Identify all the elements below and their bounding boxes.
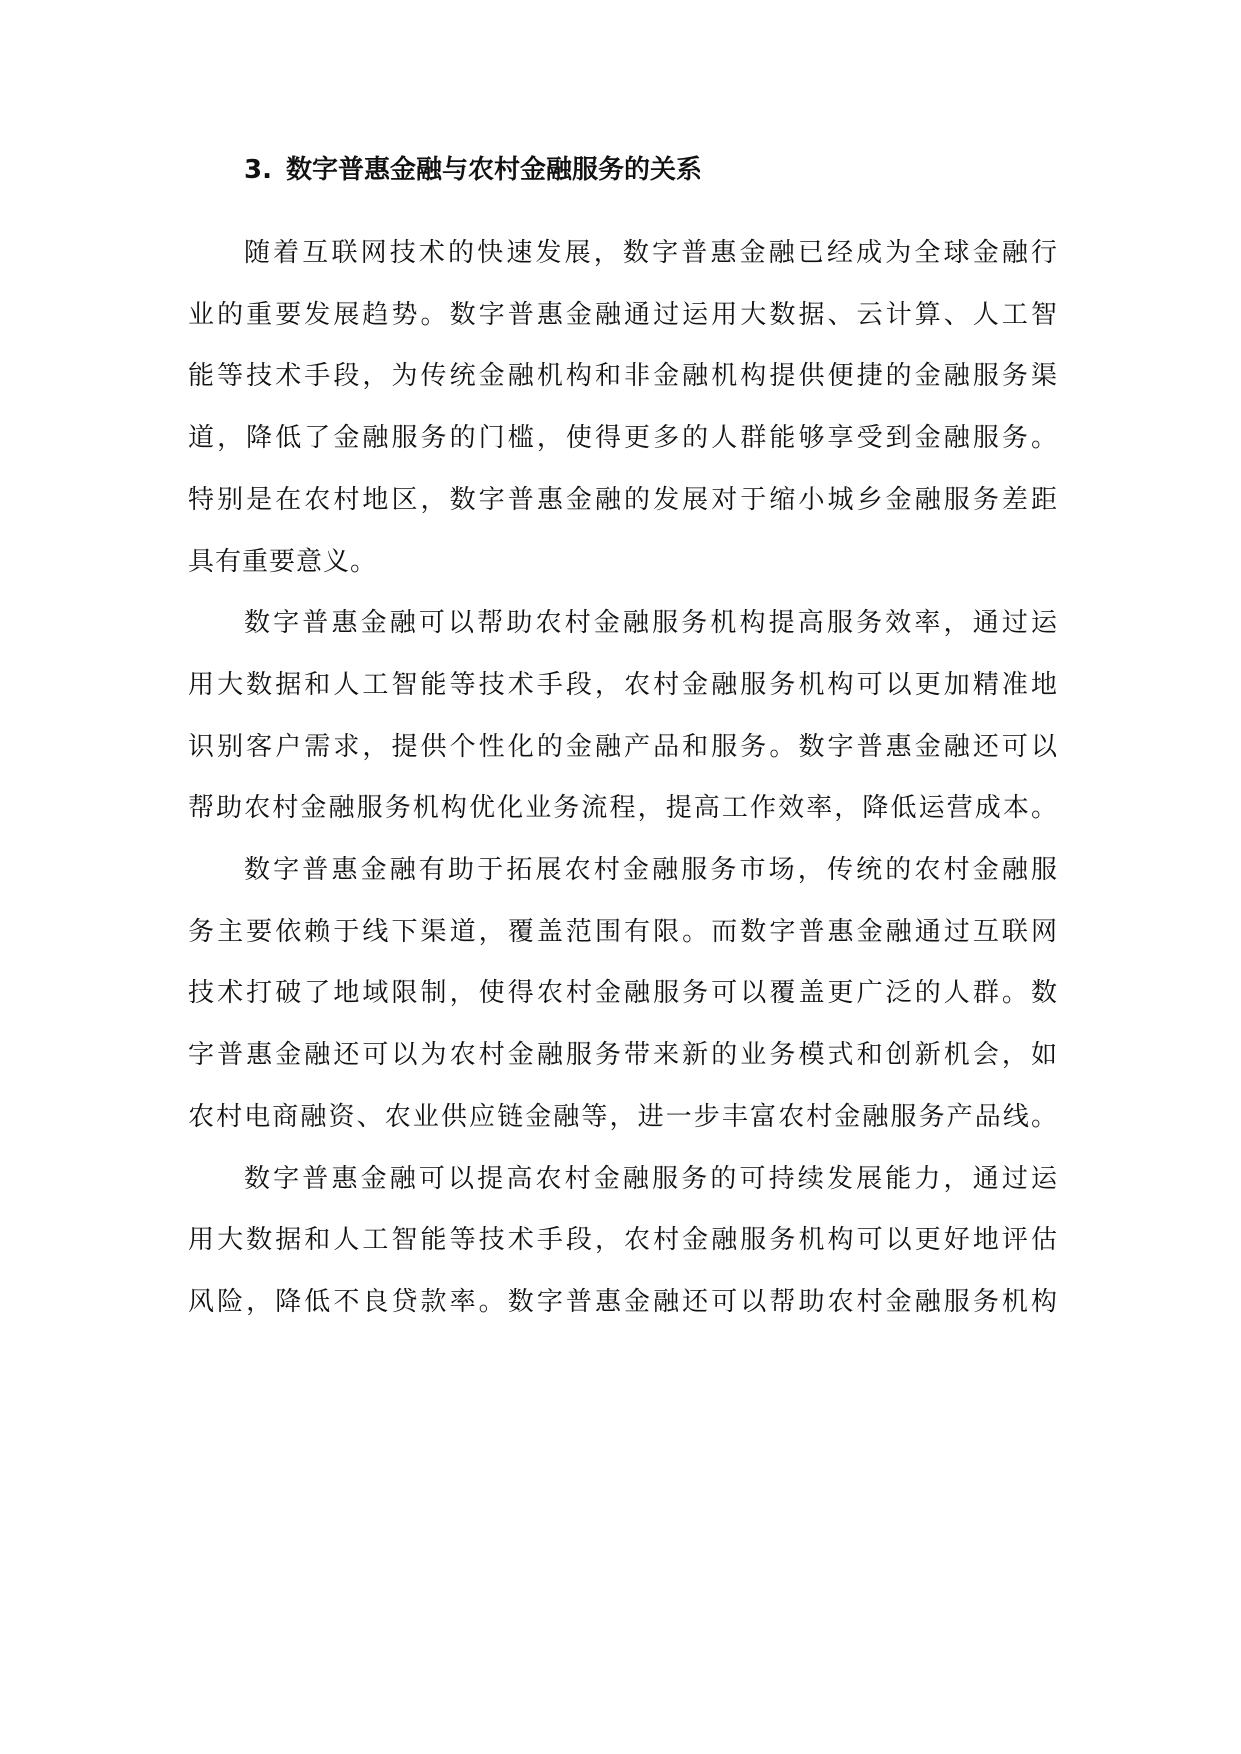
paragraph [188,593,1058,840]
section-title: 数字普惠金融与农村金融服务的关系 [285,155,702,185]
section-heading [244,150,702,190]
paragraph-line: 用大数据和人工智能等技术手段，农村金融服务机构可以更加精准地 [188,669,1058,700]
paragraph-line: 道，降低了金融服务的门槛，使得更多的人群能够享受到金融服务。 [188,423,1058,454]
paragraph-line: 具有重要意义。 [188,546,378,577]
paragraph-line: 能等技术手段，为传统金融机构和非金融机构提供便捷的金融服务渠 [188,361,1058,392]
paragraph-line: 特别是在农村地区，数字普惠金融的发展对于缩小城乡金融服务差距 [188,484,1058,515]
paragraph-line: 务主要依赖于线下渠道，覆盖范围有限。而数字普惠金融通过互联网 [188,916,1058,947]
paragraph-line: 业的重要发展趋势。数字普惠金融通过运用大数据、云计算、人工智 [188,299,1058,330]
paragraph-line: 数字普惠金融有助于拓展农村金融服务市场，传统的农村金融服 [244,855,1058,886]
paragraph-line: 随着互联网技术的快速发展，数字普惠金融已经成为全球金融行 [244,238,1058,268]
paragraph-line: 识别客户需求，提供个性化的金融产品和服务。数字普惠金融还可以 [188,731,1058,762]
paragraph-line: 农村电商融资、农业供应链金融等，进一步丰富农村金融服务产品线。 [188,1101,1058,1132]
paragraph-line: 字普惠金融还可以为农村金融服务带来新的业务模式和创新机会，如 [188,1040,1058,1071]
paragraph-line: 技术打破了地域限制，使得农村金融服务可以覆盖更广泛的人群。数 [188,978,1058,1009]
paragraph [188,1149,1058,1334]
section-number: 3. [244,155,272,185]
paragraph-line: 风险，降低不良贷款率。数字普惠金融还可以帮助农村金融服务机构 [188,1286,1058,1317]
paragraph-line: 数字普惠金融可以帮助农村金融服务机构提高服务效率，通过运 [244,608,1058,639]
body-text [188,223,1058,1334]
paragraph [188,223,1058,593]
paragraph-line: 数字普惠金融可以提高农村金融服务的可持续发展能力，通过运 [244,1163,1058,1194]
paragraph [188,840,1058,1149]
paragraph-line: 用大数据和人工智能等技术手段，农村金融服务机构可以更好地评估 [188,1225,1058,1256]
paragraph-line: 帮助农村金融服务机构优化业务流程，提高工作效率，降低运营成本。 [188,793,1058,824]
